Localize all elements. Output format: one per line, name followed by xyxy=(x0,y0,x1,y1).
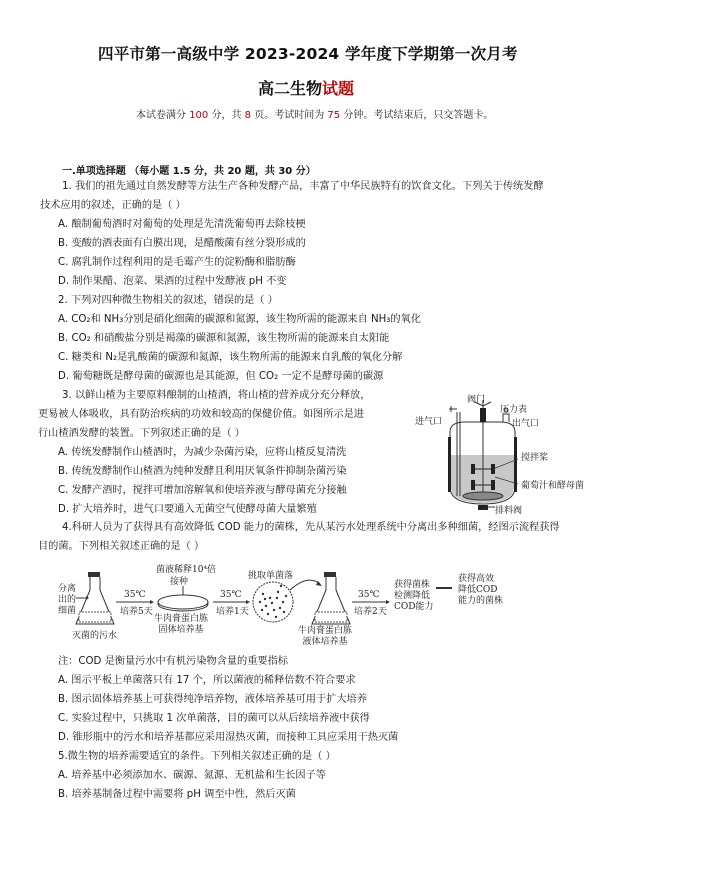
air-outlet-label: 出气口 xyxy=(512,419,540,429)
contents-label: 葡萄汁和酵母菌 xyxy=(521,481,585,491)
total-score: 100 xyxy=(189,110,209,121)
question-2-option-c: C. 糖类和 N₂是乳酸菌的碳源和氮源，该生物所需的能源来自乳酸的氧化分解 xyxy=(58,352,403,363)
question-1-option-d: D. 制作果醋、泡菜、果酒的过程中发酵液 pH 不变 xyxy=(58,276,287,287)
question-2-option-d: D. 葡萄糖既是酵母菌的碳源也是其能源，但 CO₂ 一定不是酵母菌的碳源 xyxy=(58,371,384,382)
valve-label: 阀门 xyxy=(467,395,486,405)
dilution-label: 菌液稀释10⁴倍 xyxy=(156,565,217,575)
step3-temp: 35℃ xyxy=(358,590,380,600)
screening-flowchart xyxy=(58,562,434,647)
question-1-option-a: A. 酿制葡萄酒时对葡萄的处理是先清洗葡萄再去除枝梗 xyxy=(58,219,306,230)
question-4-option-a: A. 图示平板上单菌落只有 17 个，所以菌液的稀释倍数不符合要求 xyxy=(58,675,356,686)
label-line: COD能力 xyxy=(394,602,434,612)
exam-subtitle xyxy=(258,76,354,99)
question-1-stem-cont: 技术应用的叙述，正确的是（ ） xyxy=(40,200,186,211)
question-5-option-a: A. 培养基中必须添加水、碳源、氮源、无机盐和生长因子等 xyxy=(58,770,326,781)
question-3-option-c: C. 发酵产酒时，搅拌可增加溶解氧和使培养液与酵母菌充分接触 xyxy=(58,485,347,496)
subject-suffix: 试题 xyxy=(322,79,355,98)
label-line: 细菌 xyxy=(58,606,77,616)
label-line: 检测降低 xyxy=(394,591,431,601)
label-line: 分离 xyxy=(58,584,77,594)
label-line: 获得高效 xyxy=(458,574,495,584)
exam-duration: 75 xyxy=(327,110,341,121)
pressure-gauge-label: 压力表 xyxy=(500,405,528,415)
question-4-stem-cont: 目的菌。下列相关叙述正确的是（ ） xyxy=(38,541,205,552)
note-text: 分，共 xyxy=(211,110,242,121)
solid-medium-label xyxy=(154,614,208,636)
stirrer-label: 搅拌桨 xyxy=(521,453,549,463)
note-text: 页。考试时间为 xyxy=(254,110,325,121)
note-text: 分钟。考试结束后，只交答题卡。 xyxy=(343,110,494,121)
exam-instructions xyxy=(136,106,493,121)
result-label xyxy=(458,574,503,607)
subject-label: 高二生物 xyxy=(258,79,323,98)
question-4-stem: 4.科研人员为了获得具有高效降低 COD 能力的菌株，先从某污水处理系统中分离出多种细菌，经图示流程获得 xyxy=(62,522,560,533)
label-line: 降低COD xyxy=(458,585,498,595)
section-title: 一.单项选择题 （每小题 1.5 分，共 20 题，共 30 分） xyxy=(62,166,316,177)
question-3-option-a: A. 传统发酵制作山楂酒时，为减少杂菌污染，应将山楂反复清洗 xyxy=(58,447,347,458)
question-2-stem: 2. 下列对四种微生物相关的叙述，错误的是（ ） xyxy=(58,295,278,306)
question-5-stem: 5.微生物的培养需要适宜的条件。下列相关叙述正确的是（ ） xyxy=(58,751,336,762)
question-5-option-b: B. 培养基制备过程中需要将 pH 调至中性，然后灭菌 xyxy=(58,789,296,800)
pick-colony-label: 挑取单菌落 xyxy=(248,571,294,581)
question-1-option-b: B. 变酸的酒表面有白膜出现，是醋酸菌有丝分裂形成的 xyxy=(58,238,306,249)
flow-final-arrow xyxy=(436,587,452,589)
fermenter-figure xyxy=(405,392,595,517)
label-line: 牛肉膏蛋白胨 xyxy=(298,626,353,636)
page-count: 8 xyxy=(244,110,252,121)
source-bacteria-label xyxy=(58,584,80,617)
label-line: 液体培养基 xyxy=(302,637,348,647)
question-1-stem: 1. 我们的祖先通过自然发酵等方法生产各种发酵产品，丰富了中华民族特有的饮食文化。下列关于传统发酵 xyxy=(62,181,544,192)
step3-duration: 培养2天 xyxy=(354,607,387,617)
question-4-option-b: B. 图示固体培养基上可获得纯净培养物，液体培养基可用于扩大培养 xyxy=(58,694,367,705)
question-3-option-d: D. 扩大培养时，进气口要通入无菌空气使酵母菌大量繁殖 xyxy=(58,504,317,515)
question-4-note: 注：COD 是衡量污水中有机污染物含量的重要指标 xyxy=(58,656,288,667)
liquid-medium-label xyxy=(298,626,352,648)
drain-valve-label: 排料阀 xyxy=(495,506,523,516)
question-4-option-c: C. 实验过程中，只挑取 1 次单菌落，目的菌可以从后续培养液中获得 xyxy=(58,713,370,724)
inoculate-label: 接种 xyxy=(170,577,189,587)
question-3-stem-cont2: 行山楂酒发酵的装置。下列叙述正确的是（ ） xyxy=(38,428,245,439)
label-line: 固体培养基 xyxy=(158,625,204,635)
step2-duration: 培养1天 xyxy=(216,607,249,617)
question-3-stem: 3. 以鲜山楂为主要原料酿制的山楂酒，将山楂的营养成分充分释放， xyxy=(62,390,371,401)
detect-label xyxy=(394,580,433,613)
label-line: 出的 xyxy=(58,595,77,605)
label-line: 牛肉膏蛋白胨 xyxy=(154,614,209,624)
step1-duration: 培养5天 xyxy=(120,607,153,617)
note-text: 本试卷满分 xyxy=(136,110,186,121)
exam-title: 四平市第一高级中学 2023-2024 学年度下学期第一次月考 xyxy=(98,45,518,63)
air-inlet-label: 进气口 xyxy=(415,417,443,427)
label-line: 能力的菌株 xyxy=(458,596,504,606)
question-2-option-a: A. CO₂和 NH₃分别是硝化细菌的碳源和氮源，该生物所需的能源来自 NH₃的氧化 xyxy=(58,314,421,325)
label-line: 获得菌株 xyxy=(394,580,431,590)
step2-temp: 35℃ xyxy=(220,590,242,600)
step1-temp: 35℃ xyxy=(124,590,146,600)
sterile-sewage-label: 灭菌的污水 xyxy=(72,631,118,641)
question-1-option-c: C. 腐乳制作过程利用的是毛霉产生的淀粉酶和脂肪酶 xyxy=(58,257,296,268)
question-2-option-b: B. CO₂ 和硝酸盐分别是褐藻的碳源和氮源，该生物所需的能源来自太阳能 xyxy=(58,333,390,344)
question-4-option-d: D. 锥形瓶中的污水和培养基都应采用湿热灭菌，而接种工具应采用干热灭菌 xyxy=(58,732,399,743)
question-3-option-b: B. 传统发酵制作山楂酒为纯种发酵且利用厌氧条件抑制杂菌污染 xyxy=(58,466,347,477)
question-3-stem-cont: 更易被人体吸收，具有防治疾病的功效和较高的保健价值。如图所示是进 xyxy=(38,409,364,420)
